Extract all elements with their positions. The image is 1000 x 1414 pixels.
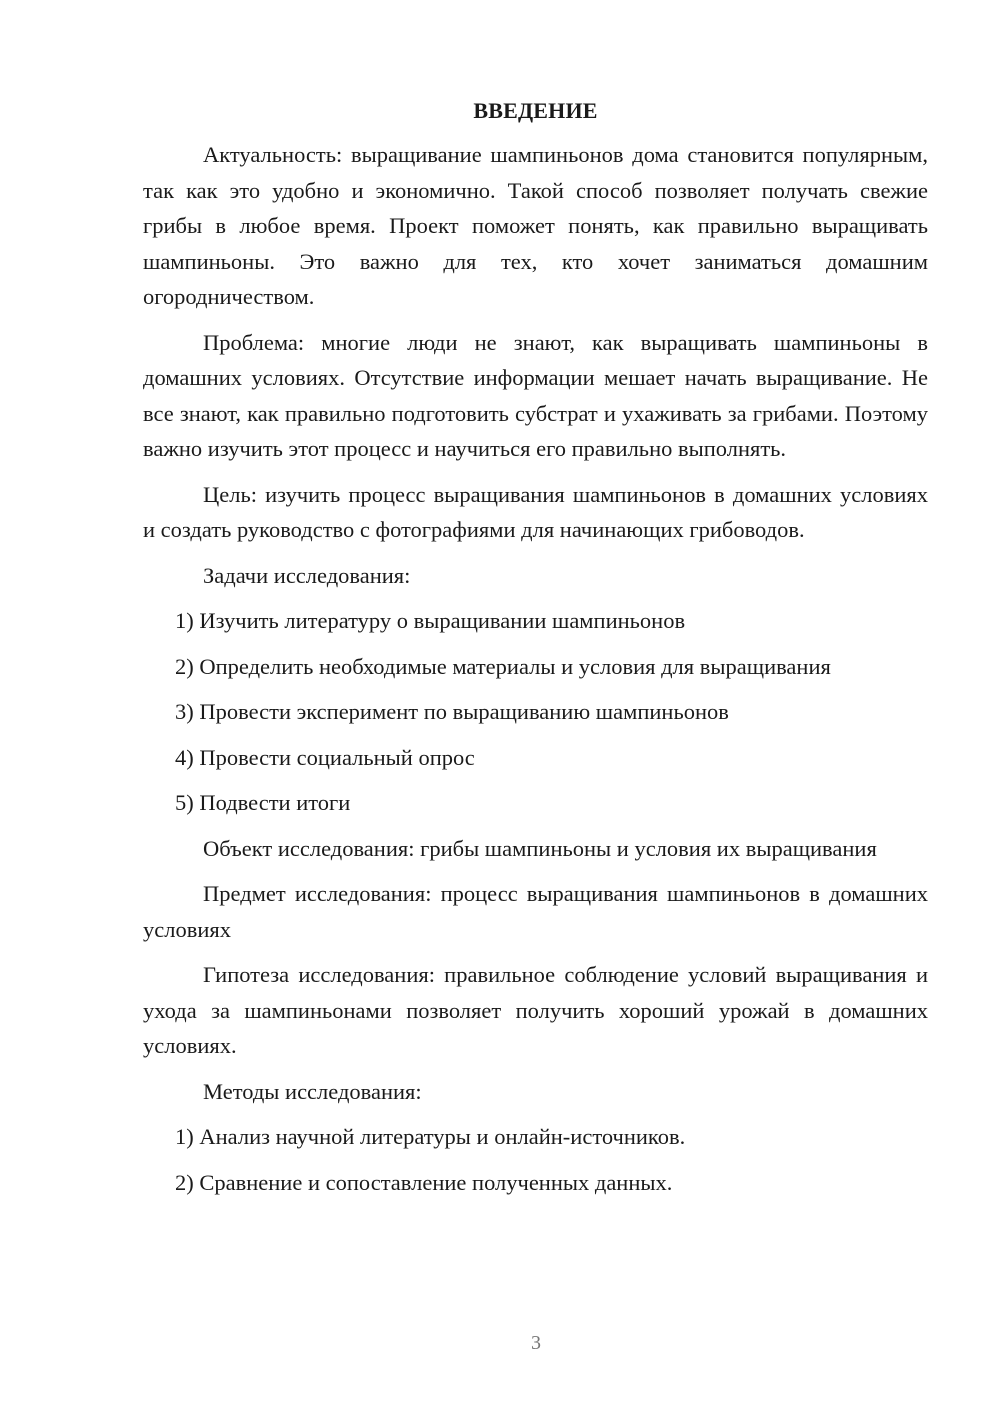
list-item: 3) Провести эксперимент по выращиванию шампиньонов	[175, 699, 729, 724]
section-heading: ВВЕДЕНИЕ	[473, 98, 598, 123]
list-item: 1) Анализ научной литературы и онлайн-источников.	[175, 1124, 686, 1149]
list-item: 1) Изучить литературу о выращивании шампиньонов	[175, 608, 686, 633]
list-item: 4) Провести социальный опрос	[175, 744, 475, 770]
relevance-paragraph: Актуальность: выращивание шампиньонов дома становится популярным, так как это удобно и экономично. Такой способ позволяет получать свежие грибы в любое время. Проект поможет понять, как правильно выращивать шампиньоны. Это важно для тех, кто хочет заниматься домашним огородничеством.	[143, 142, 928, 309]
page-content	[143, 95, 928, 1210]
subject-paragraph: Предмет исследования: процесс выращивания шампиньонов в домашних условиях	[143, 881, 928, 942]
page-number: 3	[531, 1332, 541, 1354]
object-paragraph: Объект исследования: грибы шампиньоны и условия их выращивания	[203, 835, 877, 861]
tasks-title: Задачи исследования:	[203, 562, 411, 588]
list-item: 2) Определить необходимые материалы и условия для выращивания	[175, 653, 831, 679]
hypothesis-paragraph: Гипотеза исследования: правильное соблюдение условий выращивания и ухода за шампиньонами позволяет получить хороший урожай в домашних условиях.	[143, 962, 928, 1058]
tasks-list	[143, 603, 928, 821]
goal-paragraph: Цель: изучить процесс выращивания шампиньонов в домашних условиях и создать руководство с фотографиями для начинающих грибоводов.	[143, 481, 928, 542]
methods-list	[143, 1119, 928, 1200]
list-item: 5) Подвести итоги	[175, 790, 351, 815]
methods-title: Методы исследования:	[203, 1078, 422, 1104]
problem-paragraph: Проблема: многие люди не знают, как выращивать шампиньоны в домашних условиях. Отсутствие информации мешает начать выращивание. Не все знают, как правильно подготовить субстрат и ухаживать за грибами. Поэтому важно изучить этот процесс и научиться его правильно выполнять.	[143, 329, 928, 461]
list-item: 2) Сравнение и сопоставление полученных данных.	[175, 1169, 673, 1195]
